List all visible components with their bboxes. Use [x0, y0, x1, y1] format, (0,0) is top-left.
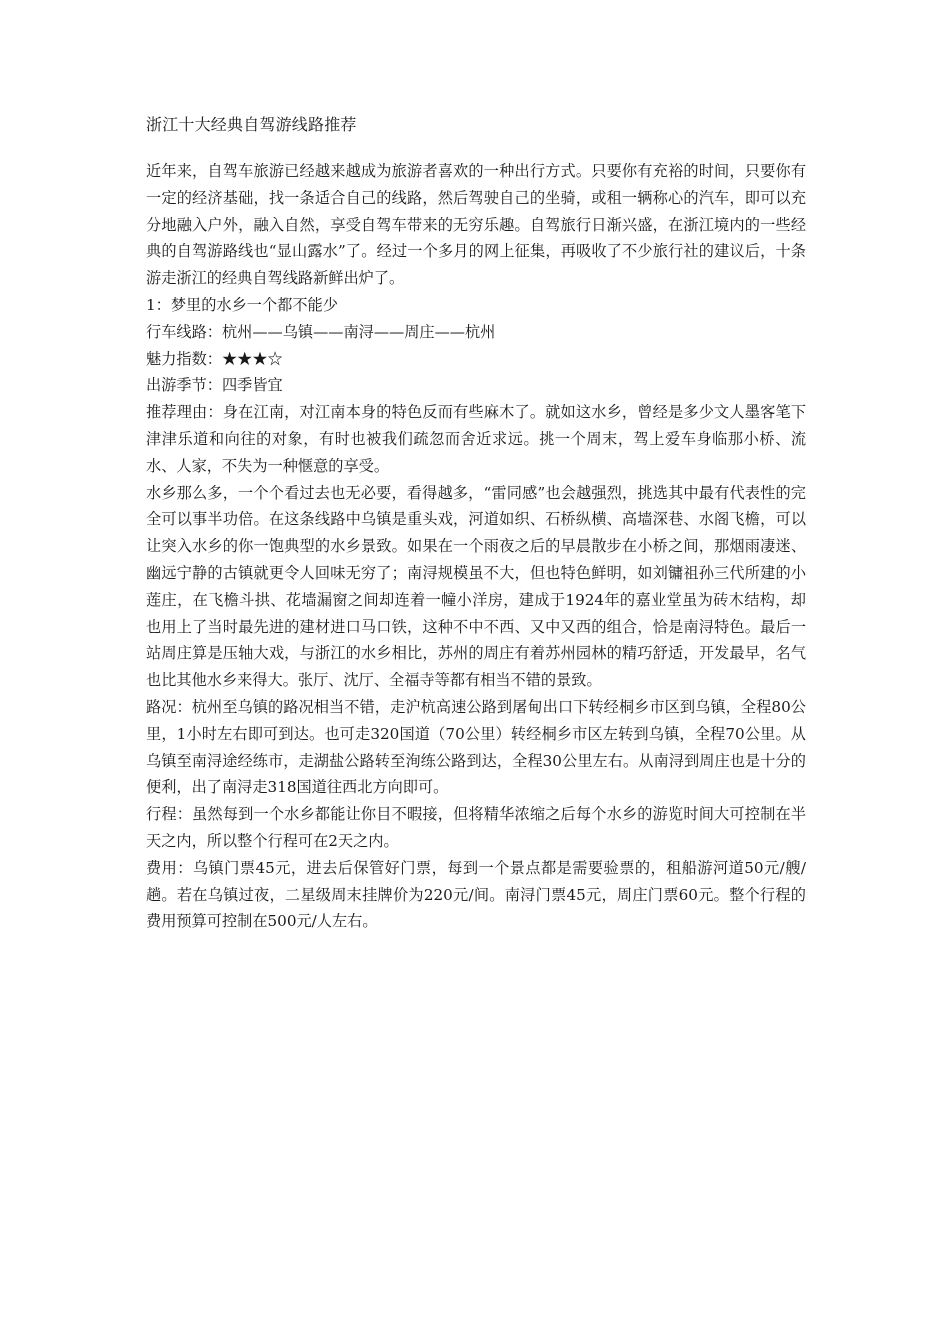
recommend-reason: 推荐理由：身在江南，对江南本身的特色反而有些麻木了。就如这水乡，曾经是多少文人墨客笔下津津乐道和向往的对象，有时也被我们疏忽而舍近求远。挑一个周末，驾上爱车身临那小桥、流水、人家，不失为一种惬意的享受。: [146, 403, 806, 475]
travel-season: 出游季节：四季皆宜: [146, 376, 283, 395]
route-heading: 1：梦里的水乡一个都不能少: [146, 295, 338, 314]
road-conditions: 路况：杭州至乌镇的路况相当不错，走沪杭高速公路到屠甸出口下转经桐乡市区到乌镇，全程80公里，1小时左右即可到达。也可走320国道（70公里）转经桐乡市区左转到乌镇，全程70公里。从乌镇至南浔途经练市，走湖盐公路转至洵练公路到达，全程30公里左右。从南浔到周庄也是十分的便利，出了南浔走318国道往西北方向即可。: [146, 697, 806, 797]
document-title: 浙江十大经典自驾游线路推荐: [146, 115, 357, 134]
intro-paragraph: 近年来，自驾车旅游已经越来越成为旅游者喜欢的一种出行方式。只要你有充裕的时间，只要你有一定的经济基础，找一条适合自己的线路，然后驾驶自己的坐骑，或租一辆称心的汽车，即可以充分地融入户外，融入自然，享受自驾车带来的无穷乐趣。自驾旅行日渐兴盛，在浙江境内的一些经典的自驾游路线也“显山露水”了。经过一个多月的网上征集，再吸收了不少旅行社的建议后，十条游走浙江的经典自驾线路新鲜出炉了。: [146, 162, 806, 288]
itinerary: 行程：虽然每到一个水乡都能让你目不暇接，但将精华浓缩之后每个水乡的游览时间大可控制在半天之内，所以整个行程可在2天之内。: [146, 805, 806, 850]
document-page: [146, 112, 806, 935]
water-town-description: 水乡那么多，一个个看过去也无必要，看得越多，“雷同感”也会越强烈，挑选其中最有代表性的完全可以事半功倍。在这条线路中乌镇是重头戏，河道如织、石桥纵横、高墙深巷、水阁飞檐，可以让突入水乡的你一饱典型的水乡景致。如果在一个雨夜之后的早晨散步在小桥之间，那烟雨凄迷、幽远宁静的古镇就更令人回味无穷了；南浔规模虽不大，但也特色鲜明，如刘镛祖孙三代所建的小莲庄，在飞檐斗拱、花墙漏窗之间却连着一幢小洋房，建成于1924年的嘉业堂虽为砖木结构，却也用上了当时最先进的建材进口马口铁，这种不中不西、又中又西的组合，恰是南浔特色。最后一站周庄算是压轴大戏，与浙江的水乡相比，苏州的周庄有着苏州园林的精巧舒适，开发最早，名气也比其他水乡来得大。张厅、沈厅、全福寺等都有相当不错的景致。: [146, 483, 806, 690]
charm-rating: 魅力指数：★★★☆: [146, 349, 283, 368]
costs: 费用：乌镇门票45元，进去后保管好门票，每到一个景点都是需要验票的，租船游河道50元/艘/趟。若在乌镇过夜，二星级周末挂牌价为220元/间。南浔门票45元，周庄门票60元。整个行程的费用预算可控制在500元/人左右。: [146, 858, 806, 931]
route-line: 行车线路：杭州——乌镇——南浔——周庄——杭州: [146, 322, 496, 341]
